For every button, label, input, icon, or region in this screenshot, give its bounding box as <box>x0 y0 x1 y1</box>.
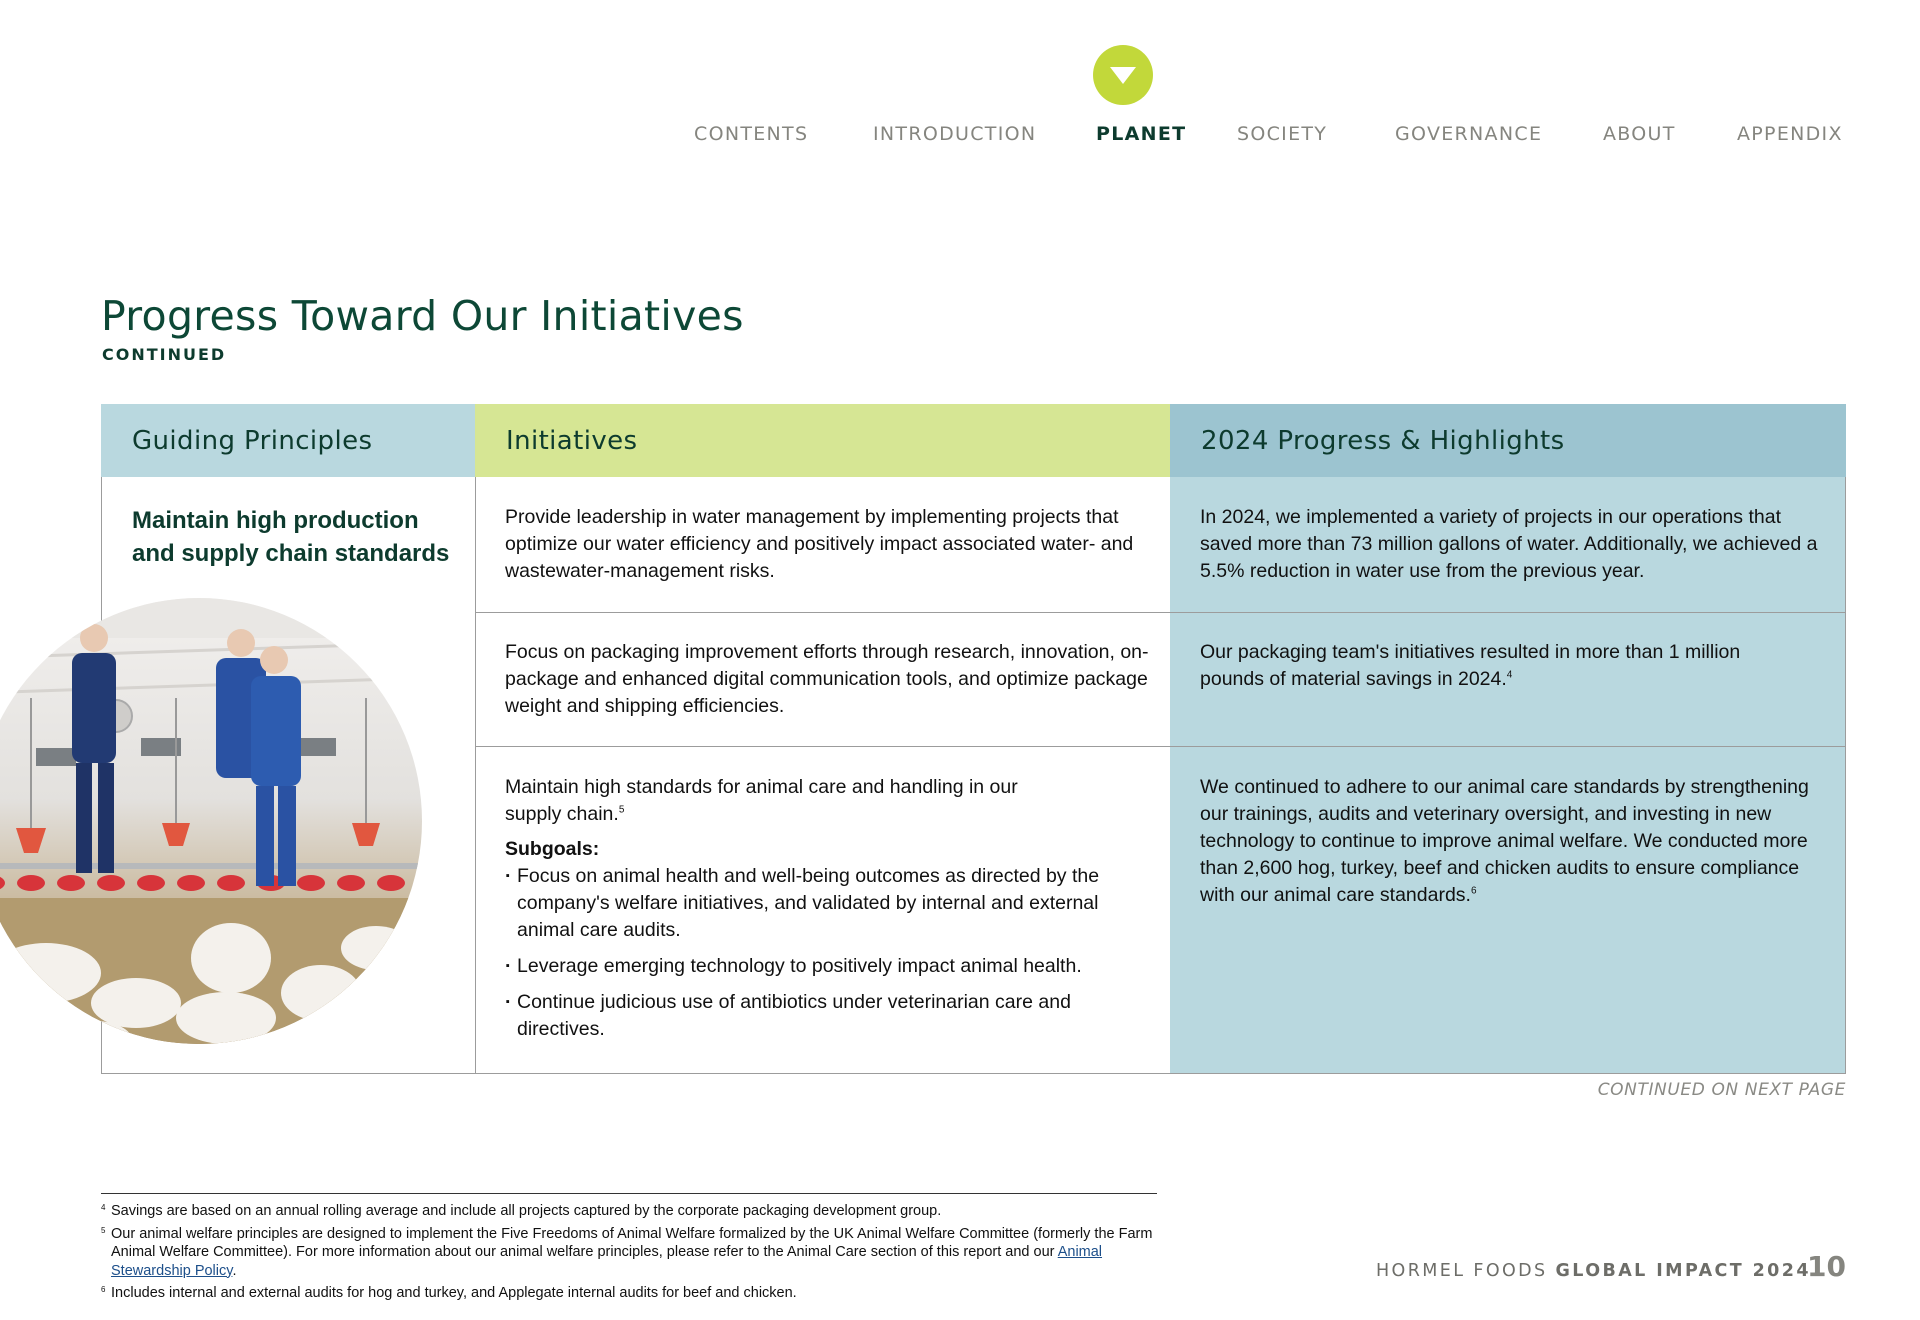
initiative-packaging: Focus on packaging improvement efforts through research, innovation, on-package and enhanced digital communication tools, and optimize package weight and shipping efficiencies. <box>505 641 1149 717</box>
footnote-text: Savings are based on an annual rolling average and include all projects captured by the corporate packaging development group. <box>111 1203 942 1219</box>
footnote-ref-5: 5 <box>618 804 625 816</box>
progress-water: In 2024, we implemented a variety of projects in our operations that saved more than 73 million gallons of water. Additionally, we achieved a 5.5% reduction in water use from the previous year. <box>1200 506 1818 582</box>
footnote-text: Our animal welfare principles are designed to implement the Five Freedoms of Animal Welfare formalized by the UK Animal Welfare Committee (formerly the Farm Animal Welfare Committee). For more information about our animal welfare principles, please refer to the Animal Care section of this report and our <box>111 1225 1153 1260</box>
page-number: 10 <box>1807 1250 1846 1283</box>
footnote-6 <box>101 1284 1171 1303</box>
footer-brand <box>1376 1261 1811 1281</box>
initiative-animal-care <box>505 774 1135 1043</box>
table-divider-row1 <box>475 612 1846 613</box>
footnotes <box>101 1198 1171 1303</box>
footnote-divider <box>101 1193 1157 1194</box>
footnote-ref-4: 4 <box>1506 669 1513 681</box>
footnote-mark: 5 <box>101 1225 106 1235</box>
initiative-animal-care-text: Maintain high standards for animal care and handling in our supply chain. <box>505 776 1018 825</box>
subgoal-item: · Leverage emerging technology to positively impact animal health. <box>505 953 1135 980</box>
table-divider-row2 <box>475 746 1846 747</box>
nav-society[interactable]: SOCIETY <box>1237 123 1328 145</box>
subgoals-label: Subgoals: <box>505 838 600 860</box>
nav-planet[interactable]: PLANET <box>1096 123 1187 145</box>
progress-animal-care-text: We continued to adhere to our animal care standards by strengthening our trainings, audits and veterinary oversight, and investing in new technology to continue to improve animal welfare. We conducted more than 2,600 hog, turkey, beef and chicken audits to ensure compliance with our animal care standards. <box>1200 776 1809 906</box>
subgoal-item: · Focus on animal health and well-being outcomes as directed by the company's welfare initiatives, and validated by internal and external animal care audits. <box>505 863 1135 944</box>
footnote-ref-6: 6 <box>1470 885 1477 897</box>
footer-brand-light: HORMEL FOODS <box>1376 1261 1548 1281</box>
table-border-bottom <box>101 1073 1846 1074</box>
animal-stewardship-policy-link[interactable]: Animal Stewardship Policy <box>111 1244 1103 1279</box>
progress-animal-care <box>1200 774 1820 909</box>
footer-brand-bold: GLOBAL IMPACT 2024 <box>1555 1261 1811 1281</box>
progress-packaging-text: Our packaging team's initiatives resulted in more than 1 million pounds of material savings in 2024. <box>1200 641 1741 690</box>
footnote-4 <box>101 1202 1171 1221</box>
table-border-right <box>1845 477 1846 1074</box>
subgoal-item: · Continue judicious use of antibiotics under veterinarian care and directives. <box>505 989 1135 1043</box>
principle-title: Maintain high production and supply chain standards <box>132 507 450 567</box>
nav-governance[interactable]: GOVERNANCE <box>1395 123 1543 145</box>
nav-about[interactable]: ABOUT <box>1603 123 1676 145</box>
progress-packaging <box>1200 639 1800 693</box>
header-initiatives: Initiatives <box>475 404 1170 477</box>
header-progress-highlights: 2024 Progress & Highlights <box>1170 404 1846 477</box>
footnote-5 <box>101 1225 1171 1281</box>
page-subtitle: CONTINUED <box>102 345 227 364</box>
table-divider-col1 <box>475 477 476 1074</box>
footnote-period: . <box>232 1262 237 1279</box>
nav-introduction[interactable]: INTRODUCTION <box>873 123 1037 145</box>
nav-contents[interactable]: CONTENTS <box>694 123 809 145</box>
nav-appendix[interactable]: APPENDIX <box>1737 123 1843 145</box>
section-navigation <box>0 0 1920 160</box>
initiative-water: Provide leadership in water management by implementing projects that optimize our water efficiency and positively impact associated water- and wastewater-management risks. <box>505 506 1134 582</box>
footnote-mark: 6 <box>101 1285 106 1294</box>
footnote-text: Includes internal and external audits for hog and turkey, and Applegate internal audits for beef and chicken. <box>111 1285 797 1301</box>
initiative-animal-care-lead <box>505 774 1065 828</box>
header-guiding-principles: Guiding Principles <box>101 404 475 477</box>
page-title: Progress Toward Our Initiatives <box>101 292 744 340</box>
footnote-mark: 4 <box>101 1203 106 1212</box>
continued-next-page: CONTINUED ON NEXT PAGE <box>1597 1080 1846 1100</box>
